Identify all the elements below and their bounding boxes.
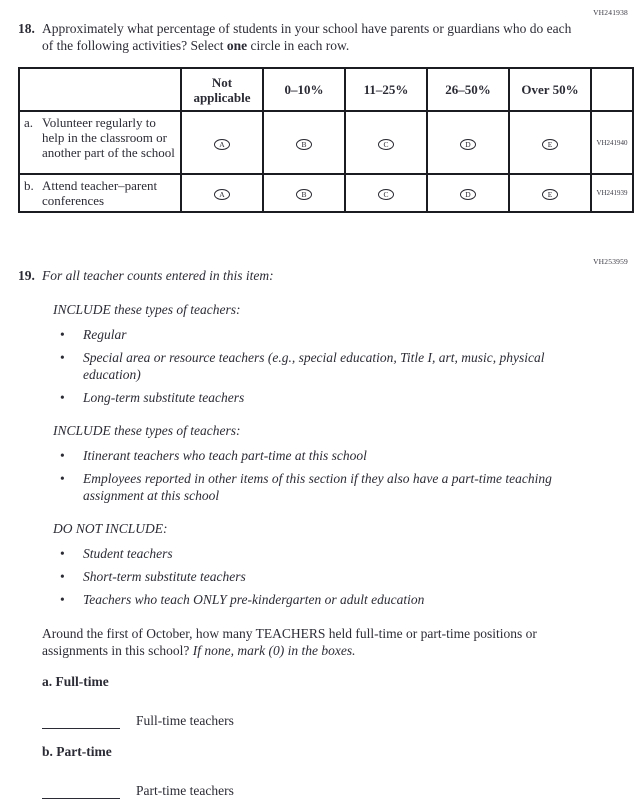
bullet-text: Student teachers [83,545,173,561]
bullet-icon: • [60,349,65,365]
header-11-25: 11–25% [345,68,427,111]
answer-bubble-c[interactable]: C [378,189,394,200]
full-time-input-label: Full-time teachers [136,712,234,728]
q19-question-regular: Around the first of October, how many TEACHERS held full-time or part-time positions or assignments in this school? [42,625,537,658]
q19-main-question [42,625,587,659]
row-b-option-cell-11-25 [345,174,427,212]
question-19-number: 19. [18,268,35,283]
answer-bubble-c[interactable]: C [378,139,394,150]
row-b-label: Attend teacher–parent conferences [42,178,158,208]
q18-text-bold: one [226,37,248,53]
include-heading-2: INCLUDE these types of teachers: [53,422,241,438]
do-not-include-heading: DO NOT INCLUDE: [53,520,168,536]
q18-response-table [18,67,634,213]
list-item [60,470,634,504]
answer-bubble-b[interactable]: B [296,139,312,150]
list-item [60,389,634,406]
q18-text-part1: Approximately what percentage of students in your school have parents or guardians who do each of the following activities? Select [42,21,572,53]
bullet-icon: • [60,591,65,607]
full-time-field-row [42,713,634,729]
list-item [60,568,634,585]
bullet-icon: • [60,447,65,463]
bullet-text: Short-term substitute teachers [83,568,246,584]
list-item [60,447,634,464]
row-b-prefix: b. [24,178,34,193]
header-not-applicable: Not applicable [181,68,263,111]
do-not-include-list [60,545,634,608]
question-18-text [42,21,582,54]
answer-bubble-e[interactable]: E [542,139,558,150]
header-26-50: 26–50% [427,68,509,111]
table-row-a [19,111,633,174]
bullet-icon: • [60,326,65,342]
bullet-icon: • [60,568,65,584]
question-19 [18,268,634,285]
answer-bubble-d[interactable]: D [460,189,476,200]
row-b-option-cell-0-10 [263,174,345,212]
include-list-2 [60,447,634,504]
row-a-label-cell [19,111,181,174]
full-time-input[interactable] [42,715,120,729]
header-0-10: 0–10% [263,68,345,111]
q19-item-code: VH253959 [593,257,628,266]
answer-bubble-e[interactable]: E [542,189,558,200]
row-b-item-code: VH241939 [591,174,633,212]
part-time-label: b. Part-time [42,743,112,759]
q18-text-part2: circle in each row. [247,37,350,53]
row-a-option-cell-0-10 [263,111,345,174]
full-time-label: a. Full-time [42,673,109,689]
bullet-text: Special area or resource teachers (e.g., special education, Title I, art, music, physical education) [83,349,545,382]
bullet-text: Regular [83,326,127,342]
include-list-1 [60,326,634,406]
row-b-option-cell-over-50 [509,174,591,212]
table-header-row [19,68,633,111]
part-time-input[interactable] [42,785,120,799]
bullet-text: Teachers who teach ONLY pre-kindergarten or adult education [83,591,425,607]
bullet-text: Long-term substitute teachers [83,389,245,405]
row-a-item-code: VH241940 [591,111,633,174]
list-item [60,349,634,383]
row-a-label: Volunteer regularly to help in the classroom or another part of the school [42,115,175,160]
row-b-option-cell-na [181,174,263,212]
header-over-50: Over 50% [509,68,591,111]
list-item [60,326,634,343]
row-a-option-cell-over-50 [509,111,591,174]
answer-bubble-b[interactable]: B [296,189,312,200]
q19-question-italic: If none, mark (0) in the boxes. [192,642,356,658]
list-item [60,545,634,562]
part-time-input-label: Part-time teachers [136,782,234,798]
row-a-option-cell-26-50 [427,111,509,174]
header-code-blank [591,68,633,111]
include-heading-1: INCLUDE these types of teachers: [53,301,241,317]
row-b-option-cell-26-50 [427,174,509,212]
row-a-option-cell-11-25 [345,111,427,174]
list-item [60,591,634,608]
answer-bubble-a[interactable]: A [214,189,230,200]
bullet-icon: • [60,389,65,405]
part-time-field-row [42,783,634,799]
answer-bubble-d[interactable]: D [460,139,476,150]
answer-bubble-a[interactable]: A [214,139,230,150]
bullet-icon: • [60,545,65,561]
question-18-number: 18. [18,21,35,36]
bullet-text: Itinerant teachers who teach part-time at this school [83,447,367,463]
row-b-label-cell [19,174,181,212]
header-blank [19,68,181,111]
row-a-prefix: a. [24,115,34,130]
question-18 [18,21,634,54]
question-19-intro: For all teacher counts entered in this item: [42,268,274,283]
row-a-option-cell-na [181,111,263,174]
table-row-b [19,174,633,212]
bullet-icon: • [60,470,65,486]
bullet-text: Employees reported in other items of this section if they also have a part-time teaching assignment at this school [83,470,552,503]
q18-item-code: VH241938 [593,8,628,17]
